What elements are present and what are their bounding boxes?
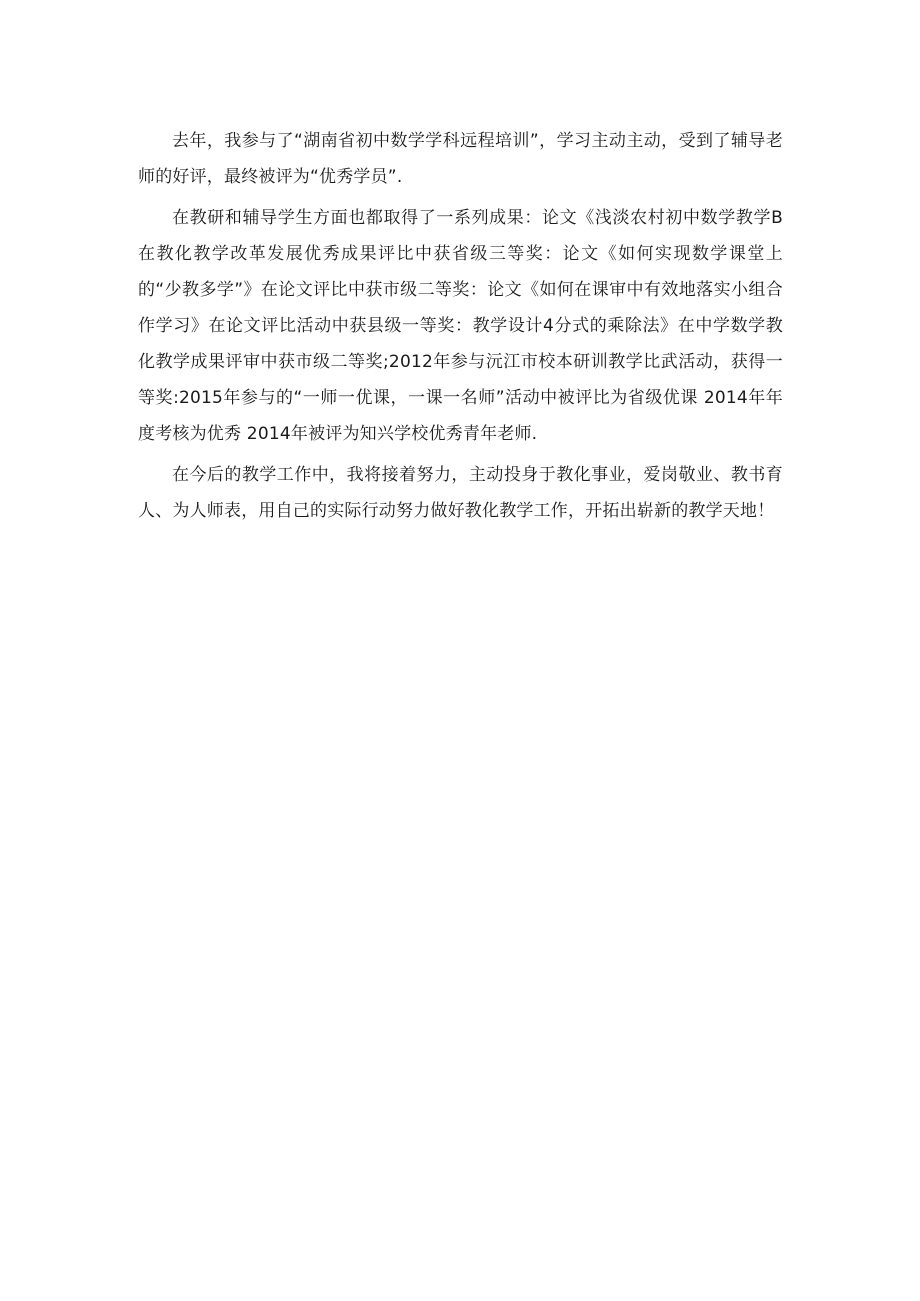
paragraph-future: 在今后的教学工作中，我将接着努力，主动投身于教化事业，爱岗敬业、教书育人、为人师表，用自己的实际行动努力做好教化教学工作，开拓出崭新的教学天地！ [138, 465, 783, 521]
paragraph-training: 去年，我参与了“湖南省初中数学学科远程培训”，学习主动主动，受到了辅导老师的好评，最终被评为“优秀学员”. [138, 131, 783, 187]
document-body [138, 123, 783, 534]
paragraph-achievements: 在教研和辅导学生方面也都取得了一系列成果：论文《浅淡农村初中数学教学B在教化教学改革发展优秀成果评比中获省级三等奖：论文《如何实现数学课堂上的“少教多学”》在论文评比中获市级二等奖：论文《如何在课审中有效地落实小组合作学习》在论文评比活动中获县级一等奖：教学设计4分式的乘除法》在中学数学教化教学成果评审中获市级二等奖;2012年参与沅江市校本研训教学比武活动，获得一等奖:2015年参与的“一师一优课，一课一名师”活动中被评比为省级优课 2014年年度考核为优秀 2014年被评为知兴学校优秀青年老师. [138, 208, 783, 444]
